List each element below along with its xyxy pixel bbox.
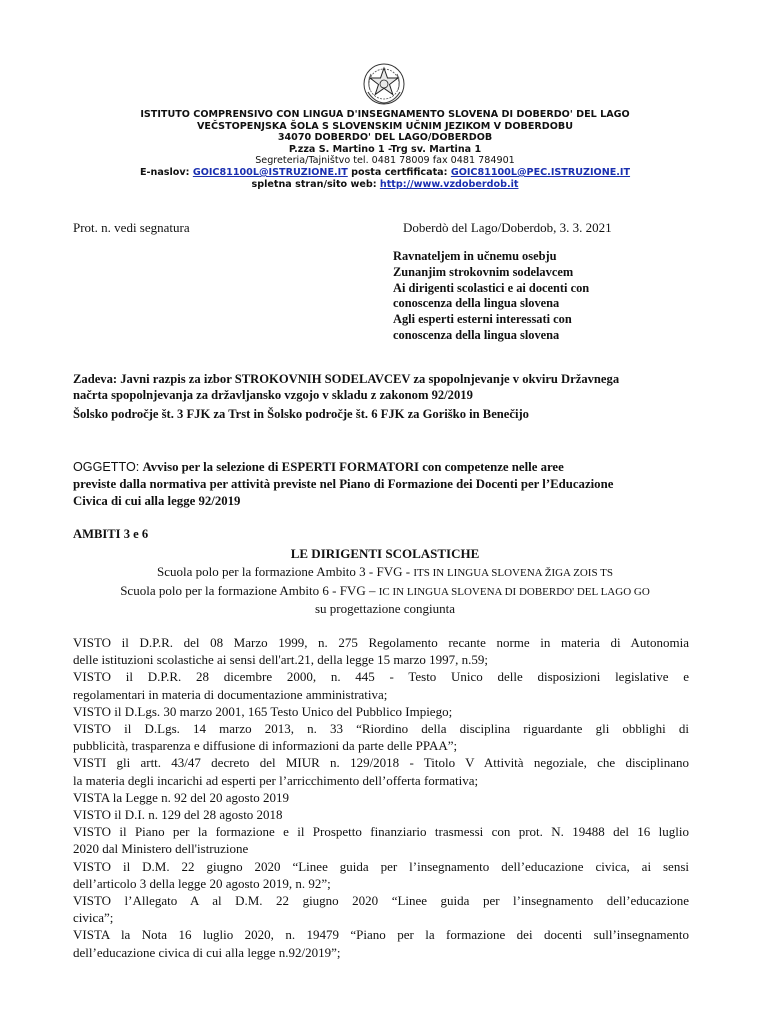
document-date: Doberdò del Lago/Doberdob, 3. 3. 2021: [403, 220, 612, 235]
subject-it-label: OGGETTO:: [73, 460, 140, 474]
legal-reference-line: VISTO il D.P.R. 28 dicembre 2000, n. 445 - Testo Unico delle disposizioni legislative e: [73, 669, 689, 685]
legal-reference-line: pubblicità, trasparenza e diffusione di informazioni da parte delle PPAA”;: [73, 738, 458, 754]
legal-reference-line: VISTA la Legge n. 92 del 20 agosto 2019: [73, 789, 289, 805]
recipient-line: conoscenza della lingua slovena: [393, 296, 560, 311]
school-address: P.zza S. Martino 1 -Trg sv. Martina 1: [288, 143, 482, 155]
lead-school-ambito-3: [40, 564, 730, 580]
legal-reference-line: VISTO l’Allegato A al D.M. 22 giugno 2020 “Linee guida per l’insegnamento dell’educazione: [73, 893, 689, 909]
recipient-line: conoscenza della lingua slovena: [393, 327, 560, 342]
legal-reference-line: la materia degli incarichi ad esperti per l’arricchimento dell’offerta formativa;: [73, 772, 479, 788]
letterhead: [0, 109, 770, 190]
issuer-heading: LE DIRIGENTI SCOLASTICHE: [290, 546, 480, 561]
legal-reference-line: civica”;: [73, 910, 114, 926]
web-label: spletna stran/sito web:: [251, 178, 377, 190]
legal-reference-line: VISTO il D.Lgs. 30 marzo 2001, 165 Testo Unico del Pubblico Impiego;: [73, 703, 453, 719]
school-areas: Šolsko področje št. 3 FJK za Trst in Šolsko področje št. 6 FJK za Goriško in Benečijo: [73, 407, 529, 421]
school-city: 34070 DOBERDO' DEL LAGO/DOBERDOB: [277, 132, 493, 144]
contact-email-line: [0, 167, 770, 179]
subject-it-line: Civica di cui alla legge 92/2019: [73, 494, 241, 508]
legal-reference-line: 2020 dal Ministero dell'istruzione: [73, 841, 249, 857]
subject-it-line: Avviso per la selezione di ESPERTI FORMATORI con competenze nelle aree: [142, 460, 564, 474]
subject-sl-line: Zadeva: Javni razpis za izbor STROKOVNIH SODELAVCEV za spopolnjevanje v okviru Državnega: [73, 372, 620, 386]
legal-reference-line: VISTA la Nota 16 luglio 2020, n. 19479 “Piano per la formazione dei docenti sull’insegnamento: [73, 927, 689, 943]
pec-link[interactable]: GOIC81100L@PEC.ISTRUZIONE.IT: [450, 166, 631, 178]
lead-school-label: Scuola polo per la formazione Ambito 3 - FVG -: [157, 564, 414, 579]
legal-reference-line: dell’educazione civica di cui alla legge n.92/2019”;: [73, 944, 341, 960]
protocol-number: Prot. n. vedi segnatura: [73, 220, 190, 235]
email-link[interactable]: GOIC81100L@ISTRUZIONE.IT: [192, 166, 348, 178]
email-label: E-naslov:: [139, 166, 190, 178]
legal-reference-line: VISTO il D.I. n. 129 del 28 agosto 2018: [73, 807, 283, 823]
school-phone: Segreteria/Tajništvo tel. 0481 78009 fax 0481 784901: [255, 155, 515, 167]
lead-school-name: ITS IN LINGUA SLOVENA ŽIGA ZOIS TS: [413, 567, 613, 579]
legal-reference-line: VISTO il D.P.R. del 08 Marzo 1999, n. 275 Regolamento recante norme in materia di Autonomia: [73, 635, 689, 650]
recipient-line: Ravnateljem in učnemu osebju: [393, 249, 557, 263]
legal-reference-line: regolamentari in materia di documentazione amministrativa;: [73, 686, 388, 702]
pec-label: posta certfificata:: [351, 166, 448, 178]
subject-it: [73, 459, 713, 510]
web-link[interactable]: http://www.vzdoberdob.it: [379, 178, 519, 190]
legal-references: [73, 634, 689, 961]
lead-school-name: IC IN LINGUA SLOVENA DI DOBERDO' DEL LAGO GO: [378, 586, 650, 598]
website-line: [0, 179, 770, 191]
school-name-sl: VEČSTOPENJSKA ŠOLA S SLOVENSKIM UČNIM JEZIKOM V DOBERDOBU: [196, 120, 574, 132]
recipient-line: Ai dirigenti scolastici e ai docenti con: [393, 280, 590, 295]
lead-school-ambito-6: [40, 583, 730, 599]
recipient-line: Zunanjim strokovnim sodelavcem: [393, 264, 574, 279]
joint-design-note: su progettazione congiunta: [314, 601, 456, 616]
legal-reference-line: VISTO il D.M. 22 giugno 2020 “Linee guida per l’insegnamento dell’educazione civica, ai sensi: [73, 858, 689, 874]
school-name-it: ISTITUTO COMPRENSIVO CON LINGUA D'INSEGNAMENTO SLOVENA DI DOBERDO' DEL LAGO: [140, 109, 630, 120]
lead-school-label: Scuola polo per la formazione Ambito 6 - FVG –: [120, 583, 379, 598]
subject-sl-line: načrta spopolnjevanja za državljansko vzgojo v skladu z zakonom 92/2019: [73, 388, 473, 402]
subject-it-line: previste dalla normativa per attività previste nel Piano di Formazione dei Docenti per l’Educazione: [73, 477, 614, 491]
legal-reference-line: VISTI gli artt. 43/47 decreto del MIUR n. 129/2018 - Titolo V Attività negoziale, che disciplinano: [73, 755, 689, 771]
legal-reference-line: VISTO il Piano per la formazione e il Prospetto finanziario trasmessi con prot. N. 19488 del 16 luglio: [73, 824, 689, 840]
recipient-line: Agli esperti esterni interessati con: [393, 312, 572, 327]
legal-reference-line: dell’articolo 3 della legge 20 agosto 2019, n. 92”;: [73, 875, 331, 891]
legal-reference-line: delle istituzioni scolastiche ai sensi dell'art.21, della legge 15 marzo 1997, n.59;: [73, 652, 488, 668]
italian-republic-emblem-icon: [362, 62, 406, 106]
legal-reference-line: VISTO il D.Lgs. 14 marzo 2013, n. 33 “Riordino della disciplina riguardante gli obblighi di: [73, 721, 689, 737]
subject-sl: [73, 371, 713, 403]
recipients-block: [393, 249, 589, 344]
ambiti-heading: AMBITI 3 e 6: [73, 527, 149, 541]
